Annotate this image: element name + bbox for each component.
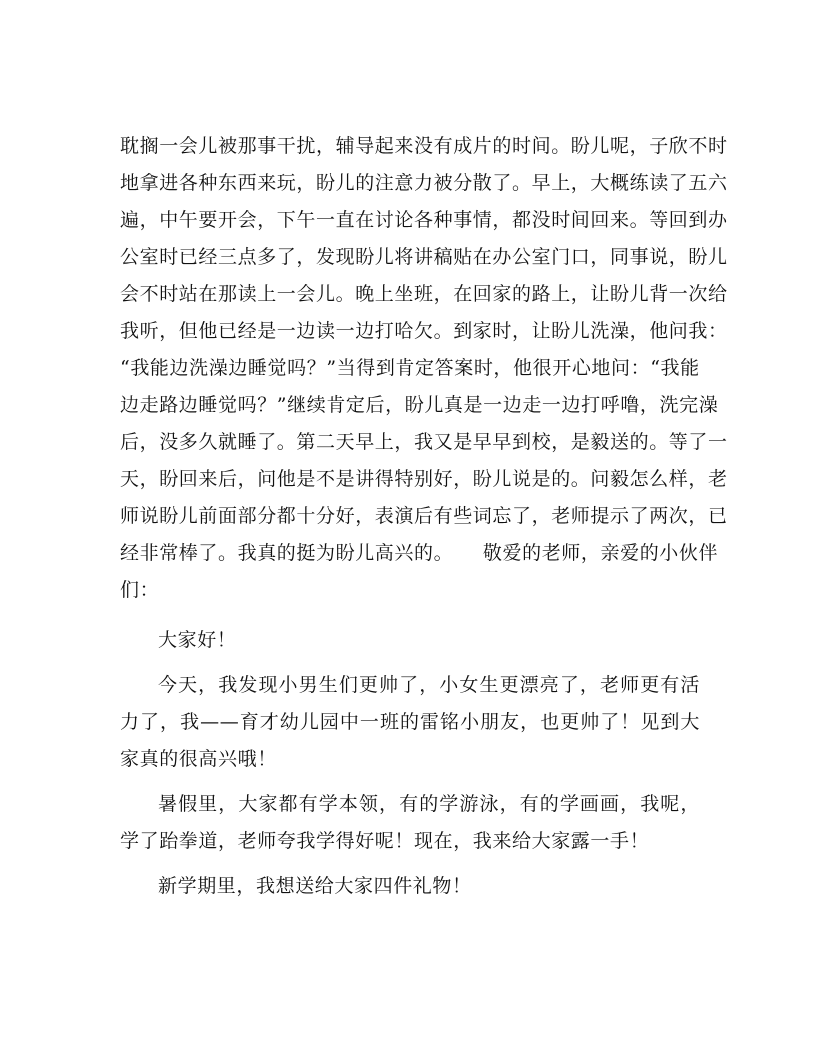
text-line: 公室时已经三点多了，发现盼儿将讲稿贴在办公室门口，同事说，盼儿: [120, 246, 728, 268]
text-line: “我能边洗澡边睡觉吗？”当得到肯定答案时，他很开心地问：“我能: [120, 357, 700, 379]
continuation-block: [120, 128, 728, 609]
text-line: 师说盼儿前面部分都十分好，表演后有些词忘了，老师提示了两次，已: [120, 505, 728, 527]
body-paragraph: 新学期里，我想送给大家四件礼物！: [158, 875, 472, 897]
text-line: 我听，但他已经是一边读一边打哈欠。到家时，让盼儿洗澡，他问我：: [120, 320, 728, 342]
text-line: 耽搁一会儿被那事干扰，辅导起来没有成片的时间。盼儿呢，子欣不时: [120, 135, 728, 157]
text-line: 边走路边睡觉吗？”继续肯定后，盼儿真是一边走一边打呼噜，洗完澡: [120, 394, 719, 416]
text-line: 天，盼回来后，问他是不是讲得特别好，盼儿说是的。问毅怎么样，老: [120, 468, 728, 490]
body-paragraph: 今天，我发现小男生们更帅了，小女生更漂亮了，老师更有活力了，我——育才幼儿园中一班的雷铭小朋友，也更帅了！见到大家真的很高兴哦！: [120, 674, 700, 770]
body-paragraph: 暑假里，大家都有学本领，有的学游泳，有的学画画，我呢，学了跆拳道，老师夸我学得好呢！现在，我来给大家露一手！: [120, 793, 700, 852]
text-line: 经非常棒了。我真的挺为盼儿高兴的。 敬爱的老师，亲爱的小伙伴: [120, 542, 719, 564]
text-line: 遍，中午要开会，下午一直在讨论各种事情，都没时间回来。等回到办: [120, 209, 728, 231]
text-line: 们：: [120, 579, 160, 601]
greeting-paragraph: 大家好！: [158, 629, 237, 651]
text-line: 后，没多久就睡了。第二天早上，我又是早早到校，是毅送的。等了一: [120, 431, 728, 453]
text-line: 地拿进各种东西来玩，盼儿的注意力被分散了。早上，大概练读了五六: [120, 172, 728, 194]
document-body: [120, 128, 728, 905]
text-line: 会不时站在那读上一会儿。晚上坐班，在回家的路上，让盼儿背一次给: [120, 283, 728, 305]
